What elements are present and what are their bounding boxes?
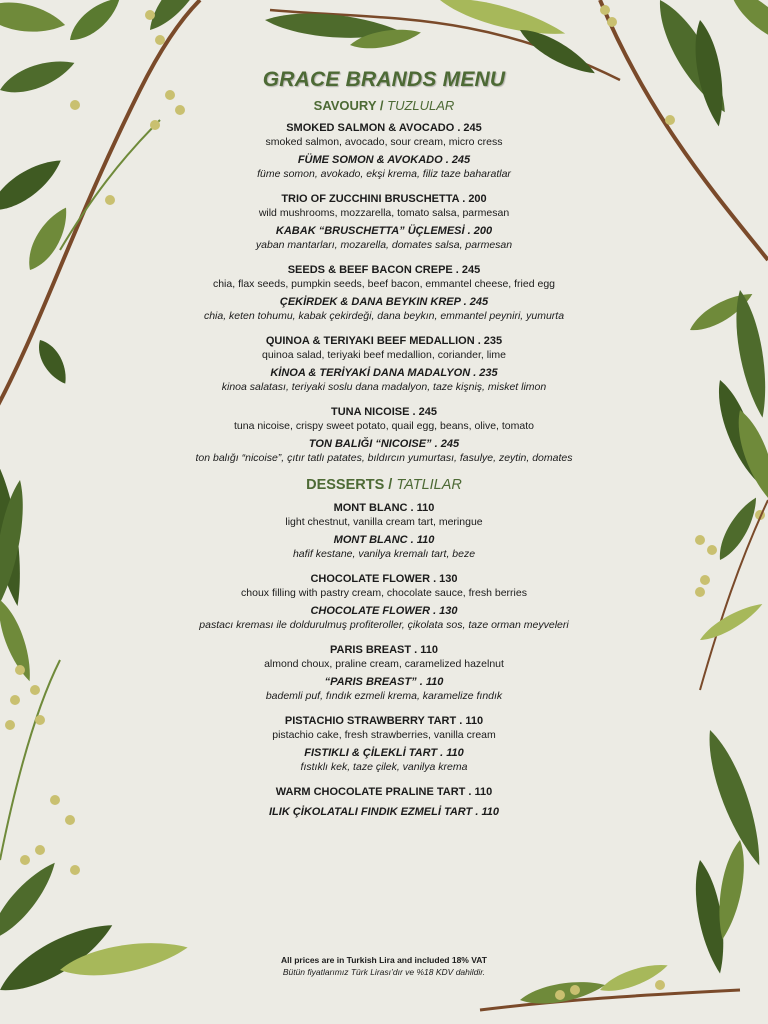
leaf-cluster-left (0, 448, 80, 875)
menu-item-beef-bacon-crepe (120, 263, 648, 323)
item-name: PISTACHIO STRAWBERRY TART . 110 (284, 715, 484, 727)
item-description: smoked salmon, avocado, sour cream, micro cress (265, 136, 503, 148)
item-description: chia, flax seeds, pumpkin seeds, beef bacon, emmantel cheese, fried egg (212, 278, 556, 290)
item-description-turkish: yaban mantarları, mozarella, domates salsa, parmesan (255, 239, 513, 251)
item-name-turkish: KİNOA & TERİYAKİ DANA MADALYON . 235 (270, 367, 498, 379)
item-description-turkish: pastacı kreması ile doldurulmuş profiteroller, çikolata sos, taze orman meyveleri (199, 619, 569, 631)
item-name-turkish: FÜME SOMON & AVOKADO . 245 (297, 154, 471, 166)
menu-content (120, 68, 648, 823)
item-name: SEEDS & BEEF BACON CREPE . 245 (287, 264, 481, 276)
item-description-turkish: hafif kestane, vanilya kremalı tart, beze (292, 548, 476, 560)
item-description: tuna nicoise, crispy sweet potato, quail egg, beans, olive, tomato (233, 420, 534, 432)
leaf-cluster-bottom-left (0, 856, 190, 1004)
menu-item-quinoa-teriyaki (120, 334, 648, 394)
item-name-turkish: MONT BLANC . 110 (333, 534, 435, 546)
item-description: almond choux, praline cream, caramelized hazelnut (264, 658, 504, 670)
menu-item-chocolate-flower (120, 572, 648, 632)
item-name: TRIO OF ZUCCHINI BRUSCHETTA . 200 (281, 193, 487, 205)
item-name-turkish: “PARIS BREAST” . 110 (324, 676, 444, 688)
item-description-turkish: bademli puf, fındık ezmeli krema, karamelize fındık (265, 690, 503, 702)
item-name-turkish: KABAK “BRUSCHETTA” ÜÇLEMESİ . 200 (275, 225, 493, 237)
menu-item-pistachio-strawberry-tart (120, 714, 648, 774)
savoury-heading-tr: TUZLULAR (387, 98, 455, 113)
price-note-english: All prices are in Turkish Lira and included 18% VAT (281, 955, 487, 965)
desserts-heading-en: DESSERTS / (306, 477, 393, 493)
savoury-heading-en: SAVOURY / (313, 98, 384, 113)
item-name-turkish: FISTIKLI & ÇİLEKLİ TART . 110 (304, 747, 464, 759)
menu-item-tuna-nicoise (120, 405, 648, 465)
menu-item-warm-chocolate-praline-tart (120, 785, 648, 819)
menu-item-smoked-salmon (120, 121, 648, 181)
item-description: choux filling with pastry cream, chocolate sauce, fresh berries (241, 587, 527, 599)
item-name: QUINOA & TERIYAKI BEEF MEDALLION . 235 (265, 335, 503, 347)
item-name-turkish: ÇEKİRDEK & DANA BEYKIN KREP . 245 (279, 296, 489, 308)
item-description-turkish: fıstıklı kek, taze çilek, vanilya krema (300, 761, 468, 773)
item-name: PARIS BREAST . 110 (330, 644, 438, 656)
price-note (120, 954, 648, 978)
item-name: WARM CHOCOLATE PRALINE TART . 110 (275, 786, 493, 798)
item-description-turkish: füme somon, avokado, ekşi krema, filiz taze baharatlar (257, 168, 511, 180)
item-name-turkish: TON BALIĞI “NICOISE” . 245 (308, 438, 460, 450)
item-name: SMOKED SALMON & AVOCADO . 245 (286, 122, 482, 134)
item-name-turkish: CHOCOLATE FLOWER . 130 (310, 605, 458, 617)
desserts-heading-tr: TATLILAR (396, 477, 462, 493)
menu-item-zucchini-bruschetta (120, 192, 648, 252)
leaf-cluster-right (695, 406, 768, 690)
item-description-turkish: kinoa salatası, teriyaki soslu dana madalyon, taze kişniş, misket limon (221, 381, 547, 393)
item-name: MONT BLANC . 110 (333, 502, 435, 514)
item-description: wild mushrooms, mozzarella, tomato salsa, parmesan (258, 207, 510, 219)
price-note-turkish: Bütün fiyatlarımız Türk Lirası’dır ve %18 KDV dahildir. (282, 967, 486, 977)
item-description: pistachio cake, fresh strawberries, vanilla cream (272, 729, 496, 741)
savoury-section-heading (120, 98, 648, 113)
menu-title: GRACE BRANDS MENU (262, 68, 506, 91)
item-name: TUNA NICOISE . 245 (331, 406, 437, 418)
item-description-turkish: chia, keten tohumu, kabak çekirdeği, dana beykın, emmantel peyniri, yumurta (203, 310, 565, 322)
menu-item-paris-breast (120, 643, 648, 703)
desserts-section-heading (120, 477, 648, 493)
item-description: quinoa salad, teriyaki beef medallion, coriander, lime (262, 349, 506, 361)
menu-item-mont-blanc (120, 501, 648, 561)
item-description-turkish: ton balığı “nicoise”, çıtır tatlı patates, bıldırcın yumurtası, fasulye, zeytin, domates (195, 452, 573, 464)
item-name: CHOCOLATE FLOWER . 130 (310, 573, 458, 585)
item-name-turkish: ILIK ÇİKOLATALI FINDIK EZMELİ TART . 110 (269, 806, 499, 818)
item-description: light chestnut, vanilla cream tart, meringue (285, 516, 483, 528)
